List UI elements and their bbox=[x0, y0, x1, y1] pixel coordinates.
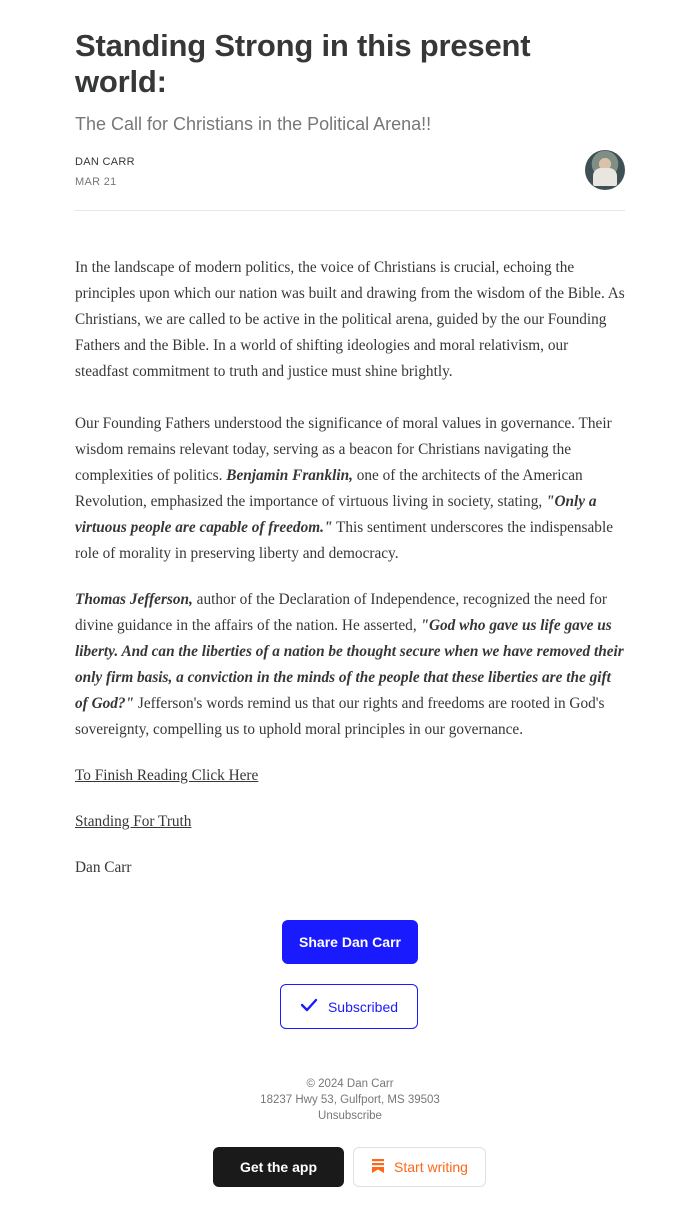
start-writing-label: Start writing bbox=[394, 1159, 468, 1175]
get-app-button[interactable] bbox=[213, 1147, 344, 1187]
post-title: Standing Strong in this present world: bbox=[75, 28, 531, 99]
finish-reading-link[interactable]: To Finish Reading Click Here bbox=[75, 767, 259, 784]
author-name[interactable]: DAN CARR bbox=[75, 156, 135, 168]
post-body bbox=[75, 255, 625, 881]
footer-copyright: © 2024 Dan Carr bbox=[306, 1078, 394, 1090]
paragraph-2-text-c: one of the architects of the American Revolution, emphasized the importance of virtuous living in society, stating, bbox=[75, 467, 583, 510]
jefferson-quote: "God who gave us life gave us liberty. And can the liberties of a nation be thought secure when we have removed their only firm basis, a conviction in the minds of the people that these liberties are the gift of God?" bbox=[75, 617, 624, 712]
unsubscribe-link[interactable]: Unsubscribe bbox=[318, 1110, 382, 1122]
footer-address: 18237 Hwy 53, Gulfport, MS 39503 bbox=[260, 1094, 440, 1106]
bookmark-icon bbox=[371, 1158, 385, 1177]
checkmark-icon bbox=[300, 998, 318, 1015]
paragraph-2 bbox=[75, 411, 625, 567]
paragraph-1: In the landscape of modern politics, the voice of Christians is crucial, echoing the principles upon which our nation was built and drawing from the wisdom of the Bible. As Christians, we are called to be active in the political arena, guided by the our Founding Fathers and the Bible. In a world of shifting ideologies and moral relativism, our steadfast commitment to truth and justice must shine brightly. bbox=[75, 259, 625, 380]
franklin-quote: "Only a virtuous people are capable of freedom." bbox=[75, 493, 597, 536]
paragraph-3 bbox=[75, 587, 625, 743]
paragraph-3-text-d: Jefferson's words remind us that our rights and freedoms are rooted in God's sovereignty, compelling us to uphold moral principles in our governance. bbox=[75, 695, 605, 738]
franklin-name: Benjamin Franklin, bbox=[226, 467, 353, 484]
get-app-label: Get the app bbox=[239, 1159, 317, 1175]
subscribed-label: Subscribed bbox=[327, 998, 399, 1015]
paragraph-2-text-e: This sentiment underscores the indispensable role of morality in preserving liberty and democracy. bbox=[75, 519, 613, 562]
post-container bbox=[75, 0, 625, 881]
subscribed-button[interactable] bbox=[280, 984, 418, 1029]
paragraph-2-text-a: Our Founding Fathers understood the significance of moral values in governance. Their wisdom remains relevant today, serving as a beacon for Christians navigating the complexities of politics. bbox=[75, 415, 612, 484]
standing-for-truth-link[interactable]: Standing For Truth bbox=[75, 813, 192, 830]
share-button-label: Share Dan Carr bbox=[299, 934, 401, 950]
author-avatar[interactable] bbox=[585, 150, 625, 190]
jefferson-name: Thomas Jefferson, bbox=[75, 591, 193, 608]
post-date: MAR 21 bbox=[75, 176, 117, 188]
share-button[interactable] bbox=[282, 920, 418, 964]
signature: Dan Carr bbox=[75, 859, 132, 876]
footer bbox=[0, 1076, 700, 1124]
post-meta bbox=[75, 156, 625, 211]
post-subtitle: The Call for Christians in the Political Arena!! bbox=[75, 114, 432, 134]
paragraph-3-text-b: author of the Declaration of Independence, recognized the need for divine guidance in the affairs of the nation. He asserted, bbox=[75, 591, 607, 634]
start-writing-button[interactable] bbox=[353, 1147, 486, 1187]
